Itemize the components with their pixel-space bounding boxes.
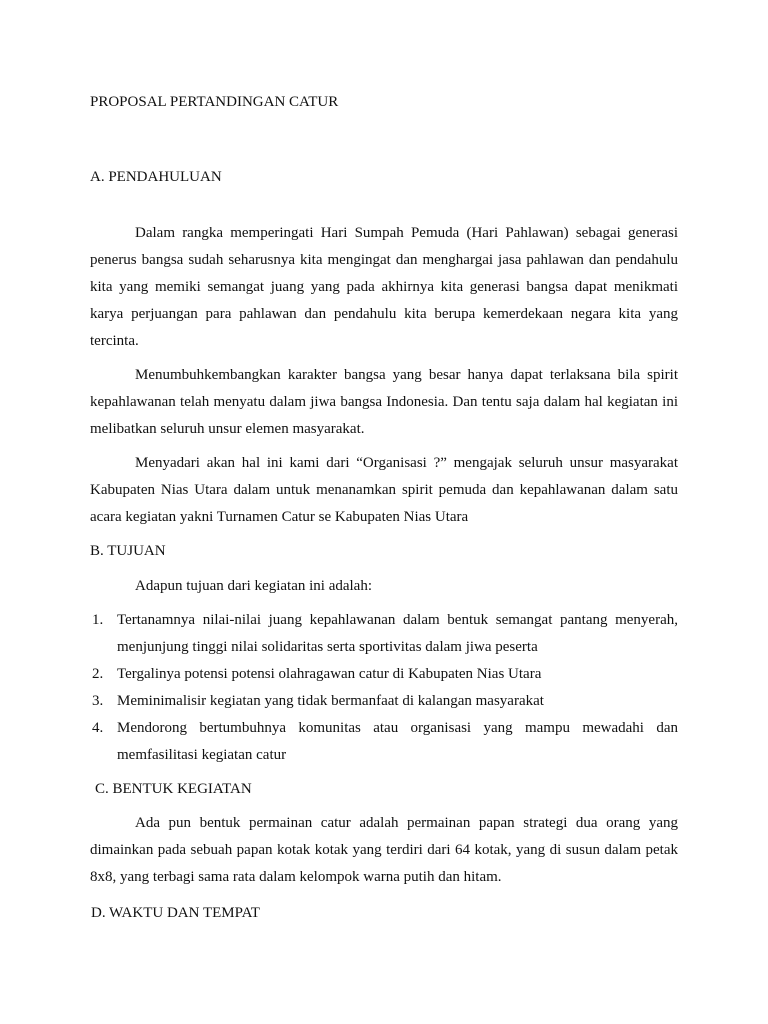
section-a-paragraph-1: Dalam rangka memperingati Hari Sumpah Pemuda (Hari Pahlawan) sebagai generasi penerus bangsa sudah seharusnya kita mengingat dan menghargai jasa pahlawan dan pendahulu kita yang memiki semangat juang yang pada akhirnya kita generasi bangsa dapat menikmati karya perjuangan para pahlawan dan pendahulu kita berupa kemerdekaan negara kita yang tercinta.: [90, 225, 678, 349]
section-c-heading: C. BENTUK KEGIATAN: [95, 781, 252, 797]
objectives-list: [92, 607, 678, 769]
section-b-heading: B. TUJUAN: [90, 543, 166, 559]
list-item-text: Mendorong bertumbuhnya komunitas atau organisasi yang mampu mewadahi dan memfasilitasi kegiatan catur: [117, 720, 678, 763]
list-item-number: 4.: [92, 720, 104, 736]
section-c-paragraph: Ada pun bentuk permainan catur adalah permainan papan strategi dua orang yang dimainkan pada sebuah papan kotak kotak yang terdiri dari 64 kotak, yang di susun dalam petak 8x8, yang terbagi sama rata dalam kelompok warna putih dan hitam.: [90, 815, 678, 885]
list-item-number: 2.: [92, 666, 104, 682]
list-item-number: 1.: [92, 612, 104, 628]
list-item-text: Meminimalisir kegiatan yang tidak bermanfaat di kalangan masyarakat: [117, 693, 544, 709]
list-item: [92, 661, 678, 688]
section-d-heading: D. WAKTU DAN TEMPAT: [91, 905, 260, 921]
list-item: [92, 607, 678, 661]
list-item-number: 3.: [92, 693, 104, 709]
section-b-intro: Adapun tujuan dari kegiatan ini adalah:: [135, 578, 373, 594]
document-title: PROPOSAL PERTANDINGAN CATUR: [90, 94, 339, 110]
section-a-paragraph-3: Menyadari akan hal ini kami dari “Organisasi ?” mengajak seluruh unsur masyarakat Kabupaten Nias Utara dalam untuk menanamkan spirit pemuda dan kepahlawanan dalam satu acara kegiatan yakni Turnamen Catur se Kabupaten Nias Utara: [90, 455, 678, 525]
section-a-paragraph-2: Menumbuhkembangkan karakter bangsa yang besar hanya dapat terlaksana bila spirit kepahlawanan telah menyatu dalam jiwa bangsa Indonesia. Dan tentu saja dalam hal kegiatan ini melibatkan seluruh unsur elemen masyarakat.: [90, 367, 678, 437]
list-item: [92, 715, 678, 769]
list-item-text: Tertanamnya nilai-nilai juang kepahlawanan dalam bentuk semangat pantang menyerah, menjunjung tinggi nilai solidaritas serta sportivitas dalam jiwa peserta: [117, 612, 678, 655]
list-item-text: Tergalinya potensi potensi olahragawan catur di Kabupaten Nias Utara: [117, 666, 542, 682]
list-item: [92, 688, 678, 715]
section-a-heading: A. PENDAHULUAN: [90, 169, 222, 185]
